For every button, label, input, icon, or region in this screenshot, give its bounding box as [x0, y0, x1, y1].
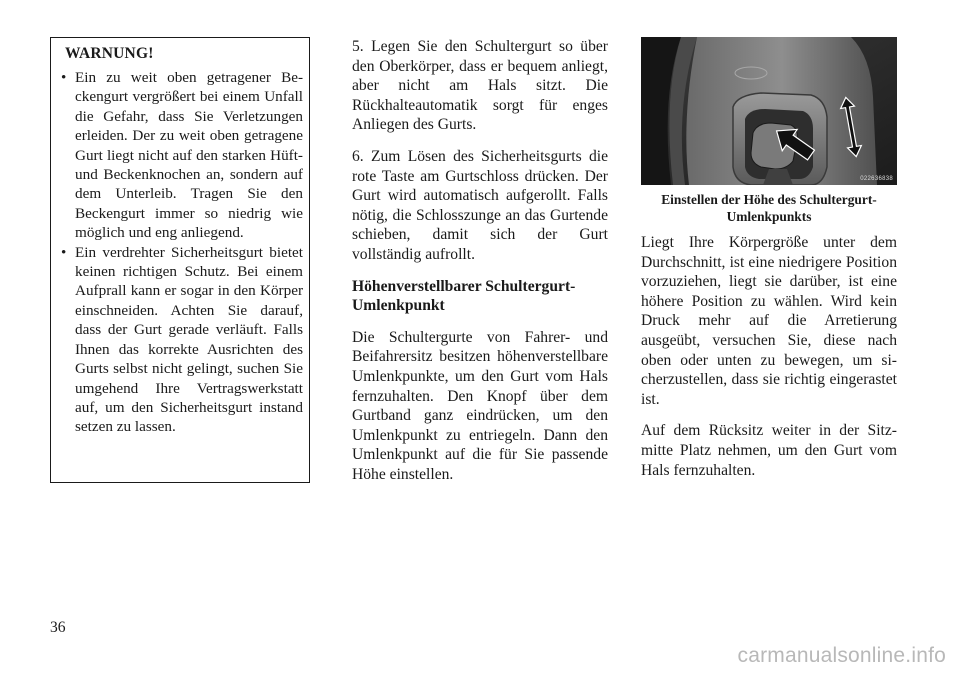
bullet-icon: • [61, 243, 67, 261]
warning-item-text: Ein zu weit oben getragener Beckengurt vergrößert bei einem Unfall die Gefahr, dass Sie Verletzungen erleiden. Der zu weit oben getragene Gurt liegt nicht auf den starken Hüft- und Beckenknochen an, sondern auf dem Unterleib. Tragen Sie den Beckengurt immer so niedrig wie möglich und eng anliegend. [75, 69, 303, 242]
right-column [641, 37, 897, 492]
step-6-paragraph: 6. Zum Lösen des Sicherheitsgurts die rote Taste am Gurtschloss drücken. Der Gurt wird automatisch aufgerollt. Falls nötig, die Schlosszunge an das Gurtende schieben, damit sich der Gurt vollständig aufrollt. [352, 147, 608, 263]
belt-anchor-illustration [641, 37, 897, 185]
section-heading: Höhenverstellbarer Schultergurt-Umlenkpunkt [352, 277, 576, 315]
warning-box [50, 37, 310, 483]
shoulder-belt-anchor-figure [641, 37, 897, 185]
section-paragraph: Die Schultergurte von Fahrer- und Beifahrersitz besitzen höhenverstellbare Umlenkpunkte, um den Gurt vom Hals fernzuhalten. Den Knopf über dem Gurtband ganz eindrücken, um den Umlenkpunkt zu entriegeln. Dann den Umlenkpunkt auf die für Sie passende Höhe einstellen. [352, 328, 608, 483]
warning-item [61, 243, 303, 437]
page-number: 36 [50, 619, 66, 636]
middle-column [352, 37, 608, 496]
warning-list [61, 68, 303, 437]
warning-item-text: Ein verdrehter Sicherheitsgurt bietet keinen richtigen Schutz. Bei einem Aufprall kann er sogar in den Körper einschneiden. Achten Sie darauf, dass der Gurt gerade verläuft. Falls Ihnen das korrekte Ausrichten des Gurts selbst nicht gelingt, suchen Sie umgehend Ihre Vertragswerkstatt auf, um den Sicherheitsgurt instand setzen zu lassen. [75, 243, 303, 436]
bullet-icon: • [61, 69, 67, 86]
step-5-paragraph: 5. Legen Sie den Schultergurt so über den Oberkörper, dass er bequem anliegt, aber nicht am Hals sitzt. Die Rückhalteautomatik sorgt für enges Anliegen des Gurts. [352, 38, 608, 134]
warning-title: WARNUNG! [65, 45, 154, 62]
rear-seat-paragraph: Auf dem Rücksitz weiter in der Sitzmitte Platz nehmen, um den Gurt vom Hals fernzuhalten. [641, 422, 897, 479]
warning-item [61, 68, 303, 243]
height-adjust-paragraph: Liegt Ihre Körpergröße unter dem Durchschnitt, ist eine niedrigere Position vorzuziehen, liegt sie darüber, ist eine höhere Position zu wählen. Wird kein Druck mehr auf die Arretierung ausgeübt, versuchen Sie, diese nach oben oder unten zu bewegen, um sicherzustellen, dass sie richtig eingerastet ist. [641, 234, 897, 408]
watermark-text: carmanualsonline.info [737, 644, 946, 667]
figure-caption: Einstellen der Höhe des Schultergurt-Umlenkpunkts [661, 192, 877, 224]
figure-id: 022636838 [860, 176, 893, 182]
